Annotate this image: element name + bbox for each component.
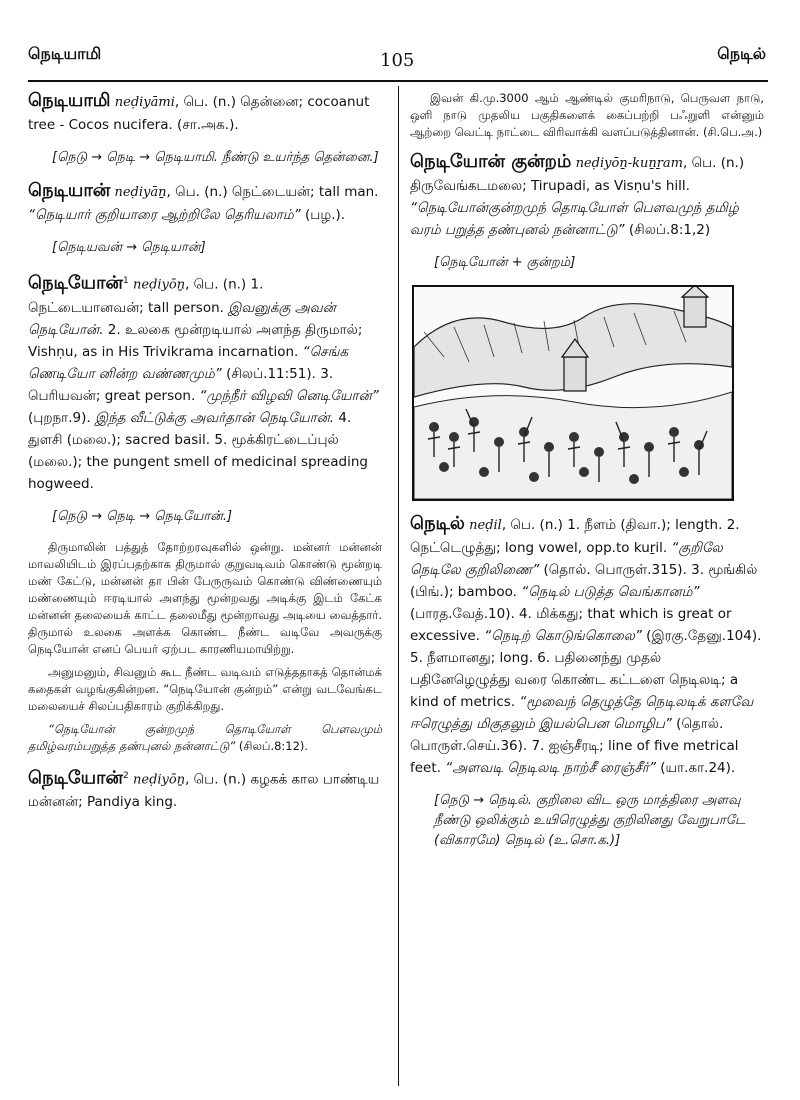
definition-part: , பெ. (n.) 1. நீளம் (திவா.); length. 2. நெட்டெழுத்து; long vowel, opp.to kuṟil. bbox=[410, 517, 740, 556]
homograph-number: 1 bbox=[122, 276, 129, 286]
entry-nediyami bbox=[28, 90, 382, 136]
definition: , பெ. (n.) நெட்டையன்; tall man. bbox=[166, 184, 379, 200]
headword: நெடியோன் bbox=[28, 272, 123, 294]
definition: , பெ. (n.) தென்னை; cocoanut tree - Cocos nucifera. (சா.அக.). bbox=[28, 94, 370, 133]
definition-part: (தொல். பொருள்.315). 3. மூங்கில் (பிங்.); bamboo. bbox=[410, 562, 758, 600]
page-number: 105 bbox=[380, 50, 415, 71]
definition-part: (தொல். பொருள்.செய்.36). 7. ஐஞ்சீரடி; line of five metrical feet. bbox=[410, 716, 739, 776]
etymology: [நெடு → நெடி → நெடியாமி. நீண்டு உயர்ந்த தென்னை.] bbox=[52, 150, 379, 165]
header-left-guideword: நெடியாமி bbox=[28, 44, 102, 63]
page-header bbox=[0, 0, 800, 70]
header-right-guideword: நெடில் bbox=[717, 44, 766, 63]
definition-part: (யா.கா.24). bbox=[655, 760, 736, 776]
etymology: [நெடியவன் → நெடியான்] bbox=[52, 240, 206, 255]
definition-part: 2. உலகை மூன்றடியால் அளந்த திருமால்; Vishṇu, as in His Trivikrama incarnation. bbox=[28, 321, 363, 360]
etymology: [நெடியோன் + குன்றம்] bbox=[434, 255, 576, 270]
etymology: [நெடு → நெடி → நெடியோன்.] bbox=[52, 508, 233, 524]
entry-nediyon-1 bbox=[28, 270, 382, 495]
definition: , பெ. (n.) திருவேங்கடமலை; Tirupadi, as Visṇu's hill. bbox=[410, 155, 745, 194]
headword: நெடியோன் குன்றம் bbox=[410, 151, 572, 172]
entry-nedil bbox=[410, 513, 764, 779]
quotation: “நெடிற் கொடுங்கொலை” bbox=[484, 628, 642, 644]
transliteration: neḍiyāmi bbox=[114, 95, 175, 110]
column-divider bbox=[398, 86, 399, 1086]
transliteration: neḍiyōṉ bbox=[133, 277, 186, 293]
entry-nediyon-kunram bbox=[410, 151, 764, 241]
definition-part: (புறநா.9). bbox=[28, 409, 95, 426]
example: இந்த வீட்டுக்கு அவர்தான் நெடியோன். bbox=[94, 409, 335, 426]
entry-nediyon-2 bbox=[28, 765, 382, 814]
temple-hill-illustration bbox=[412, 285, 734, 501]
definition-part: , பெ. (n.) 1. நெட்டையானவன்; tall person. bbox=[28, 276, 264, 316]
headword: நெடியான் bbox=[28, 180, 111, 201]
quotation: “மூவைந் தெழுத்தே நெடிலடிக் களவே ஈரெழுத்து மிகுதலும் இயல்பென மொழிப” bbox=[410, 694, 754, 732]
definition-part: (இரகு.தேனு.104). 5. நீளமானது; long. 6. பதினைந்து முதல் பதினேழெழுத்து வரை கொண்ட கட்டளை நெடிலடி; a kind of metrics. bbox=[410, 628, 762, 710]
note-paragraph bbox=[28, 721, 382, 755]
note-paragraph: இவன் கி.மு.3000 ஆம் ஆண்டில் குமரிநாடு, பெருவள நாடு, ஒளி நாடு முதலிய பகுதிகளைக் கைப்பற்றி பஃறுளி என்னும் ஆற்றை வெட்டி நாட்டை விரிவாக்கி வளப்படுத்தினான். (சி.பெ.அ.) bbox=[410, 91, 764, 139]
example: இவனுக்கு அவன் நெடியோன். bbox=[28, 299, 336, 338]
source: (சிலப்.8:1,2) bbox=[624, 222, 711, 238]
definition-part: (பாரத.வேத்.10). 4. மிக்கது; that which is great or excessive. bbox=[410, 606, 732, 644]
left-column bbox=[28, 90, 382, 825]
quotation: “நெடியோன் குன்றமுந் தொடியோள் பௌவமும் தமிழ்வரம்பறுத்த தண்புனல் நன்னாட்டு” bbox=[28, 721, 382, 753]
headword: நெடியாமி bbox=[28, 90, 111, 111]
quotation: “செங்க ணெடியோ னின்ற வண்ணமும்” bbox=[28, 343, 349, 382]
transliteration: neḍiyōṉ-kuṉṟam bbox=[575, 156, 684, 171]
quotation: “அளவடி நெடிலடி நாற்சீ ரைஞ்சீர்” bbox=[445, 760, 656, 776]
quotation: “முந்நீர் விழவி னெடியோன்” bbox=[199, 387, 379, 404]
headword: நெடியோன் bbox=[28, 767, 123, 788]
quotation: “நெடில் படுத்த வெங்கானம்” bbox=[521, 584, 700, 600]
quotation: “நெடியார் குறியாரை ஆற்றிலே தெரியலாம்” bbox=[28, 207, 301, 223]
homograph-number: 2 bbox=[122, 770, 129, 781]
etymology: [நெடு → நெடில். குறிலை விட ஒரு மாத்திரை அளவு நீண்டு ஒலிக்கும் உயிரெழுத்து குறிலினது வேறுபாடே (விகாரமே) நெடில் (உ.சொ.க.)] bbox=[434, 793, 746, 848]
definition-part: (சிலப்.11:51). 3. பெரியவன்; great person. bbox=[28, 365, 334, 404]
definition-part: 4. துளசி (மலை.); sacred basil. 5. மூக்கிரட்டைப்புல் (மலை.); the pungent smell of medicinal spreading hogweed. bbox=[28, 409, 368, 492]
definition: , பெ. (n.) கழகக் கால பாண்டிய மன்னன்; Pandiya king. bbox=[28, 771, 380, 810]
entry-nediyan bbox=[28, 180, 382, 226]
headword: நெடில் bbox=[410, 513, 465, 534]
right-column bbox=[410, 90, 764, 863]
quotation: “குறிலே நெடிலே குறிலிணை” bbox=[410, 540, 723, 578]
source: (சிலப்.8:12). bbox=[235, 738, 309, 753]
note-paragraph: திருமாலின் பத்துத் தோற்றரவுகளில் ஒன்று. மன்னர் மன்னன் மாவலியிடம் இரப்பதற்காக திருமால் குறுவடிவம் கொண்டு மூன்றடி மண் கேட்டு, மன்னன் தா பின் பேருருவம் கொண்டு விண்ணையும் மண்ணையும் ஈரடியால் அளந்து மூன்றவது அடிக்கு இடம் கேட்க மன்னன் தலையைக் காட்ட தலைமீது மூன்றாவது அடியை வைத்தார். திருமால் உலகை அளக்க கொண்ட நீண்ட வடிவே அவருக்கு நெடியோன் எனப் பெயர் ஏற்பட காரணியமாயிற்று. bbox=[28, 539, 382, 656]
quotation: “நெடியோன்குன்றமுந் தொடியோள் பௌவமுந் தமிழ் வரம் பறுத்த தண்புனல் நன்னாட்டு” bbox=[410, 200, 739, 238]
transliteration: neḍil bbox=[469, 518, 502, 533]
note-paragraph: அனுமனும், சிவனும் கூட நீண்ட வடிவம் எடுத்ததாகத் தொன்மக் கதைகள் வழங்குகின்றன. “நெடியோன் குன்றம்” என்று வடவேங்கட மலையைச் சிலப்பதிகாரம் குறிக்கிறது. bbox=[28, 664, 382, 713]
source: (பழ.). bbox=[300, 207, 346, 223]
transliteration: neḍiyōṉ bbox=[133, 772, 186, 787]
transliteration: neḍiyāṉ bbox=[114, 185, 167, 200]
header-rule bbox=[28, 80, 768, 82]
